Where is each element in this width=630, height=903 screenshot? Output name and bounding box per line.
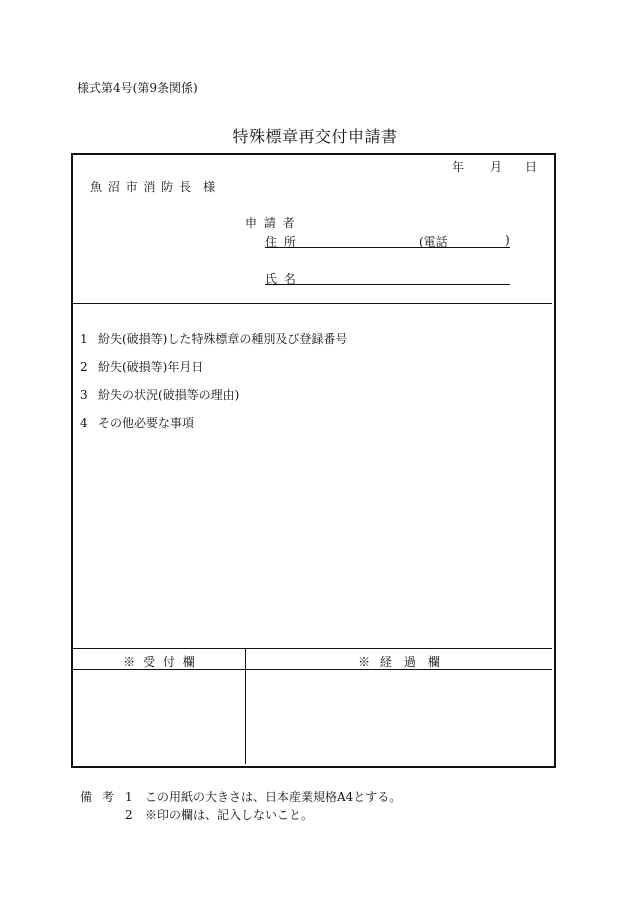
reception-column-header: ※ 受 付 欄 [123,655,195,669]
bottom-section-top-border [73,648,552,649]
note-text: ※印の欄は、記入しないこと。 [145,808,314,822]
item-text: 紛失の状況(破損等の理由) [98,388,240,402]
item-number: 4 [80,416,88,430]
section-divider [73,303,552,304]
address-field-line[interactable] [265,247,510,248]
progress-column-header: ※ 経 過 欄 [358,655,440,669]
date-day-label: 日 [525,160,538,174]
item-number: 2 [80,360,88,374]
form-reference: 様式第4号(第9条関係) [77,81,198,95]
notes-heading: 備 考 [80,790,114,804]
list-item [80,386,239,403]
note-item [125,806,313,823]
applicant-label: 申 請 者 [245,216,295,230]
item-text: 紛失(破損等)年月日 [98,360,204,374]
item-number: 1 [80,332,88,346]
date-month-label: 月 [490,160,503,174]
note-number: 2 [125,808,133,822]
note-item [125,788,401,805]
phone-close-paren: ) [505,233,510,247]
date-year-label: 年 [452,160,465,174]
item-text: その他必要な事項 [98,416,195,430]
list-item [80,414,194,431]
note-number: 1 [125,790,133,804]
list-item [80,330,347,347]
list-item [80,358,203,375]
note-text: この用紙の大きさは、日本産業規格A4とする。 [145,790,402,804]
name-field-line[interactable] [265,284,510,285]
document-title: 特殊標章再交付申請書 [232,127,398,146]
phone-label: (電話 [419,235,448,249]
recipient: 魚 沼 市 消 防 長 様 [90,180,216,194]
name-label: 氏 名 [265,272,296,286]
item-text: 紛失(破損等)した特殊標章の種別及び登録番号 [98,332,348,346]
address-label: 住 所 [265,235,296,249]
item-number: 3 [80,388,88,402]
form-frame [71,153,556,768]
